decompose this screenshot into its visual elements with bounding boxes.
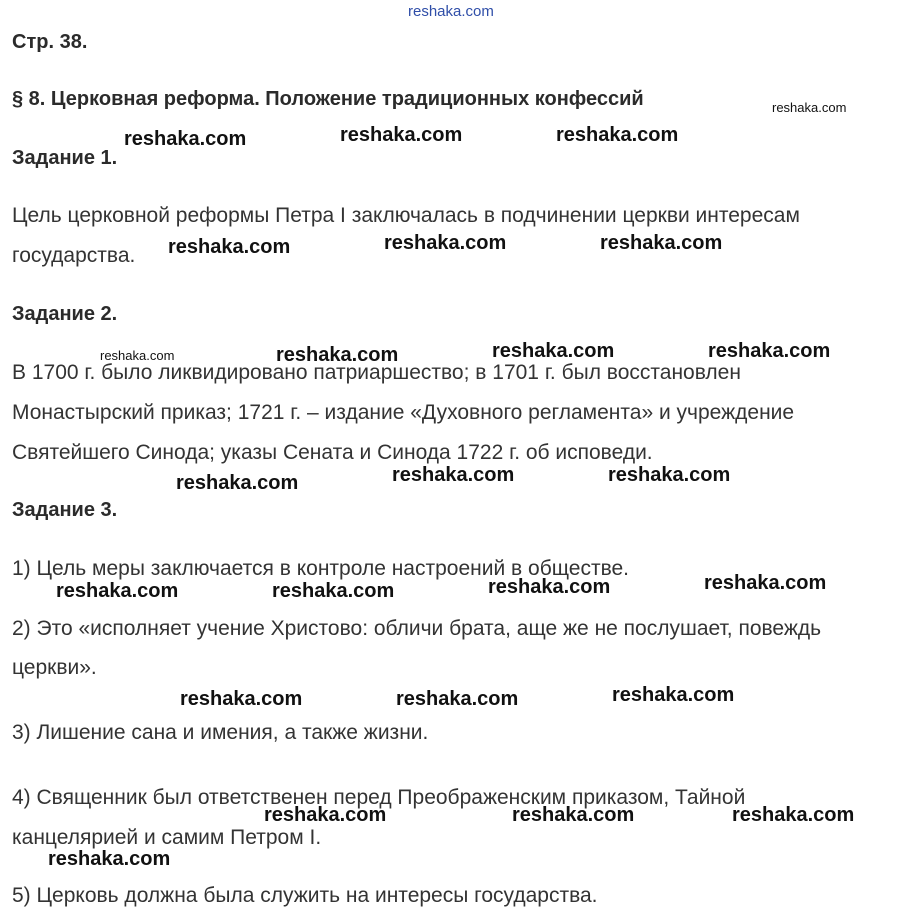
task-3-answer: канцелярией и самим Петром I. bbox=[12, 826, 322, 849]
task-3-answer: 5) Церковь должна была служить на интересы государства. bbox=[12, 884, 598, 907]
watermark: reshaka.com bbox=[124, 128, 247, 150]
watermark: reshaka.com bbox=[704, 572, 827, 594]
task-3-answer: церкви». bbox=[12, 656, 97, 679]
watermark: reshaka.com bbox=[392, 464, 515, 486]
watermark: reshaka.com bbox=[772, 100, 847, 115]
watermark: reshaka.com bbox=[732, 804, 855, 826]
task-3-answer: 3) Лишение сана и имения, а также жизни. bbox=[12, 721, 429, 744]
watermark: reshaka.com bbox=[396, 688, 519, 710]
watermark: reshaka.com bbox=[384, 232, 507, 254]
watermark: reshaka.com bbox=[600, 232, 723, 254]
site-watermark-top: reshaka.com bbox=[408, 3, 494, 20]
watermark: reshaka.com bbox=[272, 580, 395, 602]
watermark: reshaka.com bbox=[56, 580, 179, 602]
page-reference: Стр. 38. bbox=[12, 31, 88, 53]
watermark: reshaka.com bbox=[100, 348, 175, 363]
watermark: reshaka.com bbox=[708, 340, 831, 362]
task-2-line: Монастырский приказ; 1721 г. – издание «Духовного регламента» и учреждение bbox=[12, 401, 795, 424]
task-2-line: В 1700 г. было ликвидировано патриаршество; в 1701 г. был восстановлен bbox=[12, 361, 741, 384]
task-1-line: государства. bbox=[12, 244, 136, 267]
task-1-line: Цель церковной реформы Петра I заключалась в подчинении церкви интересам bbox=[12, 204, 800, 227]
watermark: reshaka.com bbox=[48, 848, 171, 870]
watermark: reshaka.com bbox=[276, 344, 399, 366]
watermark: reshaka.com bbox=[556, 124, 679, 146]
task-2-line: Святейшего Синода; указы Сената и Синода 1722 г. об исповеди. bbox=[12, 441, 653, 464]
watermark: reshaka.com bbox=[340, 124, 463, 146]
watermark: reshaka.com bbox=[512, 804, 635, 826]
watermark: reshaka.com bbox=[492, 340, 615, 362]
task-3-answer: 2) Это «исполняет учение Христово: обличи брата, аще же не послушает, повеждь bbox=[12, 617, 822, 640]
watermark: reshaka.com bbox=[612, 684, 735, 706]
section-title: § 8. Церковная реформа. Положение традиционных конфессий bbox=[12, 88, 644, 110]
task-3-answer: 1) Цель меры заключается в контроле настроений в обществе. bbox=[12, 557, 630, 580]
watermark: reshaka.com bbox=[176, 472, 299, 494]
task-3-answer: 4) Священник был ответственен перед Преображенским приказом, Тайной bbox=[12, 786, 746, 809]
watermark: reshaka.com bbox=[608, 464, 731, 486]
watermark: reshaka.com bbox=[180, 688, 303, 710]
task-3-title: Задание 3. bbox=[12, 499, 118, 521]
watermark: reshaka.com bbox=[264, 804, 387, 826]
watermark: reshaka.com bbox=[488, 576, 611, 598]
task-2-title: Задание 2. bbox=[12, 303, 118, 325]
watermark: reshaka.com bbox=[168, 236, 291, 258]
task-1-title: Задание 1. bbox=[12, 147, 118, 169]
